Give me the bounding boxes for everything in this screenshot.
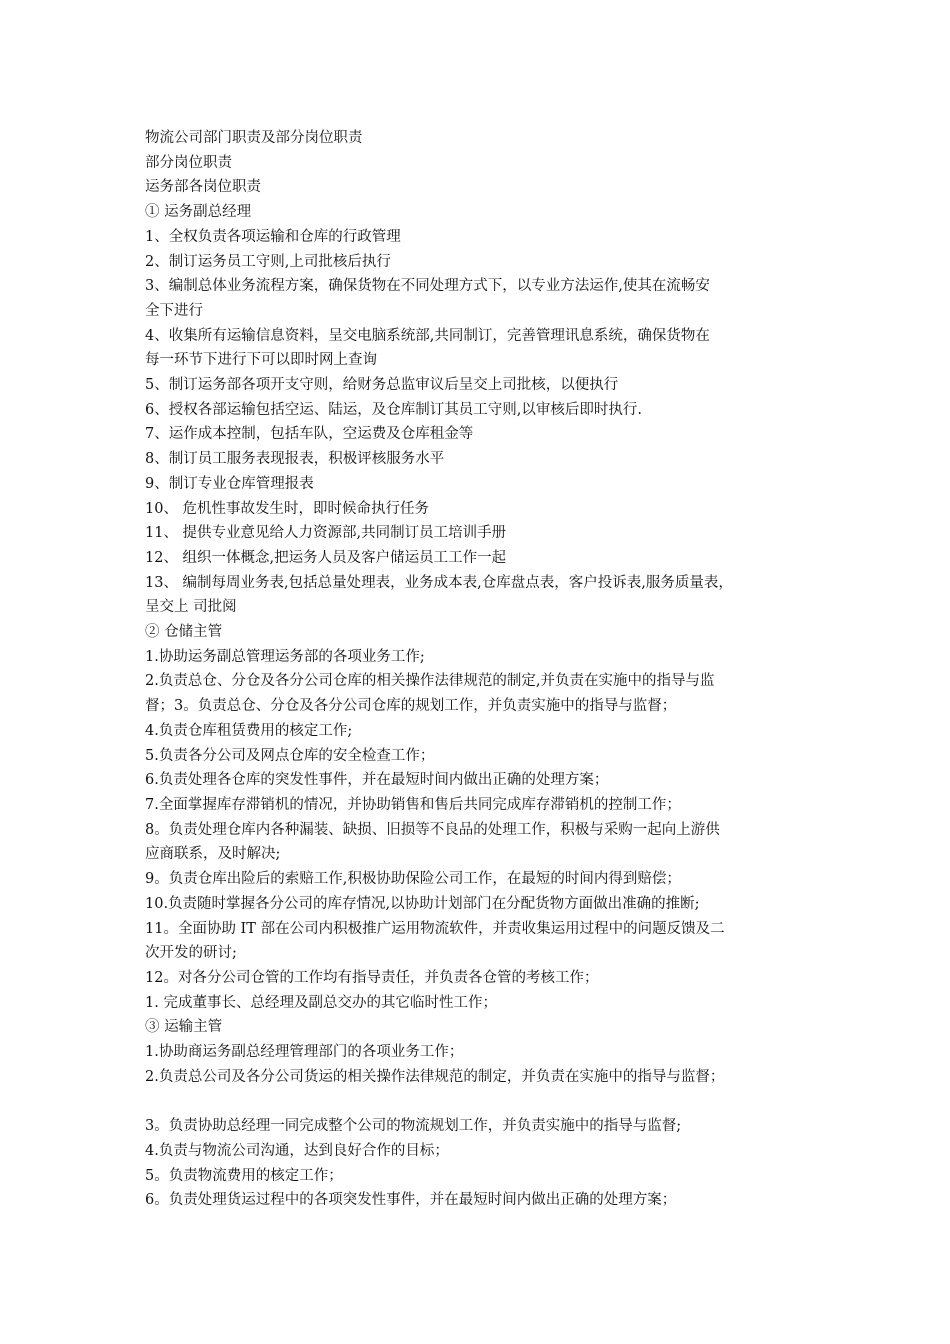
text-line: 4.负责仓库租赁费用的核定工作;	[145, 722, 353, 739]
text-line: 11。全面协助 IT 部在公司内积极推广运用物流软件，并责收集运用过程中的问题反馈及二	[145, 920, 725, 937]
text-line: 全下进行	[145, 302, 203, 319]
text-line: 督；3。负责总仓、分仓及各分公司仓库的规划工作，并负责实施中的指导与监督；	[145, 698, 677, 715]
text-line: 1.协助商运务副总经理管理部门的各项业务工作；	[145, 1044, 464, 1061]
text-line: 5、制订运务部各项开支守则，给财务总监审议后呈交上司批核，以便执行	[145, 377, 619, 394]
text-line: ③ 运输主管	[145, 1019, 223, 1036]
document-body	[145, 126, 813, 1213]
text-line: 8、制订员工服务表现报表，积极评核服务水平	[145, 451, 445, 468]
text-line: 10、 危机性事故发生时，即时候命执行任务	[145, 500, 430, 517]
text-line: 12。对各分公司仓管的工作均有指导责任，并负责各仓管的考核工作；	[145, 969, 599, 986]
text-line: 2.负责总仓、分仓及各分公司仓库的相关操作法律规范的制定,并负责在实施中的指导与监	[145, 673, 715, 690]
text-line: 3。负责协助总经理一同完成整个公司的物流规划工作，并负责实施中的指导与监督;	[145, 1118, 682, 1135]
text-line: 9。负责仓库出险后的索赔工作,积极协助保险公司工作，在最短的时间内得到赔偿；	[145, 871, 681, 888]
text-line: 10.负责随时掌握各分公司的库存情况,以协助计划部门在分配货物方面做出准确的推断;	[145, 895, 700, 912]
text-line: 呈交上 司批阅	[145, 599, 237, 616]
text-line: 13、 编制每周业务表,包括总量处理表，业务成本表,仓库盘点表，客户投诉表,服务质量表，	[145, 574, 733, 591]
text-line: 3、编制总体业务流程方案，确保货物在不同处理方式下，以专业方法运作,使其在流畅安	[145, 278, 710, 295]
text-line: 7、运作成本控制，包括车队，空运费及仓库租金等	[145, 426, 474, 443]
text-line: 6。负责处理货运过程中的各项突发性事件，并在最短时间内做出正确的处理方案；	[145, 1192, 677, 1209]
text-line: 次开发的研讨;	[145, 945, 237, 962]
blank-line	[145, 1089, 813, 1114]
text-line: 6.负责处理各仓库的突发性事件，并在最短时间内做出正确的处理方案；	[145, 772, 609, 789]
text-line: 1. 完成董事长、总经理及副总交办的其它临时性工作；	[145, 994, 497, 1011]
text-line: ② 仓储主管	[145, 624, 223, 641]
text-line: ① 运务副总经理	[145, 204, 252, 221]
text-line: 1、全权负责各项运输和仓库的行政管理	[145, 228, 401, 245]
text-line: 6、授权各部运输包括空运、陆运，及仓库制订其员工守则,以审核后即时执行.	[145, 401, 642, 418]
text-line: 每一环节下进行下可以即时网上查询	[145, 352, 377, 369]
text-line: 1.协助运务副总管理运务部的各项业务工作;	[145, 648, 425, 665]
text-line: 5.负责各分公司及网点仓库的安全检查工作；	[145, 747, 435, 764]
text-line: 2.负责总公司及各分公司货运的相关操作法律规范的制定，并负责在实施中的指导与监督；	[145, 1068, 725, 1085]
text-line: 9、制订专业仓库管理报表	[145, 475, 314, 492]
document-title: 物流公司部门职责及部分岗位职责	[145, 130, 363, 146]
text-line: 运务部各岗位职责	[145, 179, 261, 196]
text-line: 应商联系，及时解决;	[145, 846, 281, 863]
text-line: 5。负责物流费用的核定工作；	[145, 1167, 343, 1184]
text-line: 12、 组织一体概念,把运务人员及客户储运员工工作一起	[145, 549, 507, 566]
text-line: 2、制订运务员工守则,上司批核后执行	[145, 253, 391, 270]
text-line: 4、收集所有运输信息资料，呈交电脑系统部,共同制订，完善管理讯息系统，确保货物在	[145, 327, 710, 344]
text-line: 7.全面掌握库存滞销机的情况，并协助销售和售后共同完成库存滞销机的控制工作；	[145, 796, 681, 813]
text-line: 部分岗位职责	[145, 154, 232, 171]
text-line: 8。负责处理仓库内各种漏装、缺损、旧损等不良品的处理工作，积极与采购一起向上游供	[145, 821, 720, 838]
text-line: 11、 提供专业意见给人力资源部,共同制订员工培训手册	[145, 525, 507, 542]
text-line: 4.负责与物流公司沟通，达到良好合作的目标；	[145, 1142, 449, 1159]
